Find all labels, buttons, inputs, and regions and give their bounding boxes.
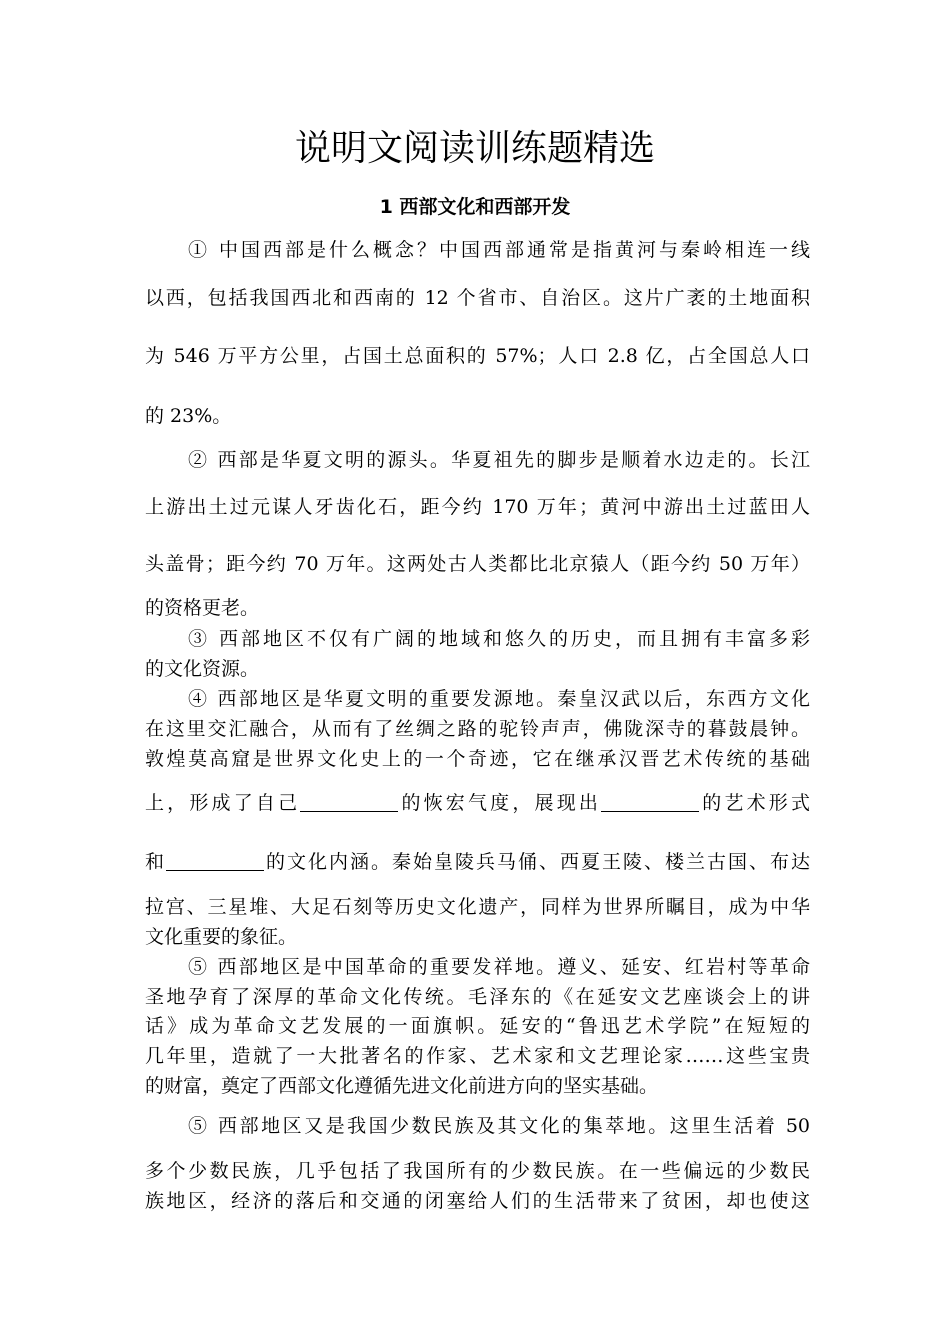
paragraph-4-line-5 [145,849,810,875]
paragraph-2-line-1: ② 西部是华夏文明的源头。华夏祖先的脚步是顺着水边走的。长江 [188,449,810,471]
paragraph-4-line-6: 拉宫、三星堆、大足石刻等历史文化遗产，同样为世界所瞩目，成为中华 [145,896,810,918]
paragraph-1-line-1: ① 中国西部是什么概念？中国西部通常是指黄河与秦岭相连一线 [188,239,810,261]
paragraph-4-line-7: 文化重要的象征。 [145,926,298,948]
fill-blank-1[interactable] [300,791,398,812]
paragraph-6-line-3: 族地区，经济的落后和交通的闭塞给人们的生活带来了贫困，却也使这 [145,1190,810,1212]
paragraph-5-line-3: 话》成为革命文艺发展的一面旗帜。延安的“鲁迅艺术学院”在短短的 [145,1015,810,1037]
text-segment: 的艺术形式 [699,792,810,814]
section-subtitle: 1 西部文化和西部开发 [379,196,571,218]
paragraph-4-line-4 [145,790,810,816]
paragraph-5-line-2: 圣地孕育了深厚的革命文化传统。毛泽东的《在延安文艺座谈会上的讲 [145,986,810,1008]
text-segment: 的恢宏气度，展现出 [398,792,602,814]
paragraph-6-line-1: ⑤ 西部地区又是我国少数民族及其文化的集萃地。这里生活着 50 [188,1115,810,1137]
paragraph-2-line-3: 头盖骨；距今约 70 万年。这两处古人类都比北京猿人（距今约 50 万年） [145,553,810,575]
paragraph-1-line-3: 为 546 万平方公里，占国土总面积的 57%；人口 2.8 亿，占全国总人口 [145,345,810,367]
paragraph-1-line-4: 的 23%。 [145,405,232,427]
fill-blank-2[interactable] [601,791,699,812]
text-segment: 上，形成了自己 [145,792,301,814]
paragraph-4-line-3: 敦煌莫高窟是世界文化史上的一个奇迹，它在继承汉晋艺术传统的基础 [145,748,810,770]
text-segment: 和 [145,851,166,873]
paragraph-6-line-2: 多个少数民族，几乎包括了我国所有的少数民族。在一些偏远的少数民 [145,1160,810,1182]
page-title: 说明文阅读训练题精选 [294,128,655,169]
paragraph-4-line-1: ④ 西部地区是华夏文明的重要发源地。秦皇汉武以后，东西方文化 [188,688,810,710]
fill-blank-3[interactable] [166,850,264,871]
text-segment: 的文化内涵。秦始皇陵兵马俑、西夏王陵、楼兰古国、布达 [264,851,810,873]
paragraph-3-line-2: 的文化资源。 [145,658,260,680]
paragraph-4-line-2: 在这里交汇融合，从而有了丝绸之路的驼铃声声，佛陇深寺的暮鼓晨钟。 [145,718,810,740]
paragraph-1-line-2: 以西，包括我国西北和西南的 12 个省市、自治区。这片广袤的土地面积 [145,287,810,309]
paragraph-5-line-1: ⑤ 西部地区是中国革命的重要发祥地。遵义、延安、红岩村等革命 [188,956,810,978]
paragraph-3-line-1: ③ 西部地区不仅有广阔的地域和悠久的历史，而且拥有丰富多彩 [188,628,810,650]
paragraph-2-line-4: 的资格更老。 [145,597,260,619]
paragraph-5-line-4: 几年里，造就了一大批著名的作家、艺术家和文艺理论家……这些宝贵 [145,1045,810,1067]
paragraph-2-line-2: 上游出土过元谋人牙齿化石，距今约 170 万年；黄河中游出土过蓝田人 [145,496,810,518]
paragraph-5-line-5: 的财富，奠定了西部文化遵循先进文化前进方向的坚实基础。 [145,1075,659,1097]
